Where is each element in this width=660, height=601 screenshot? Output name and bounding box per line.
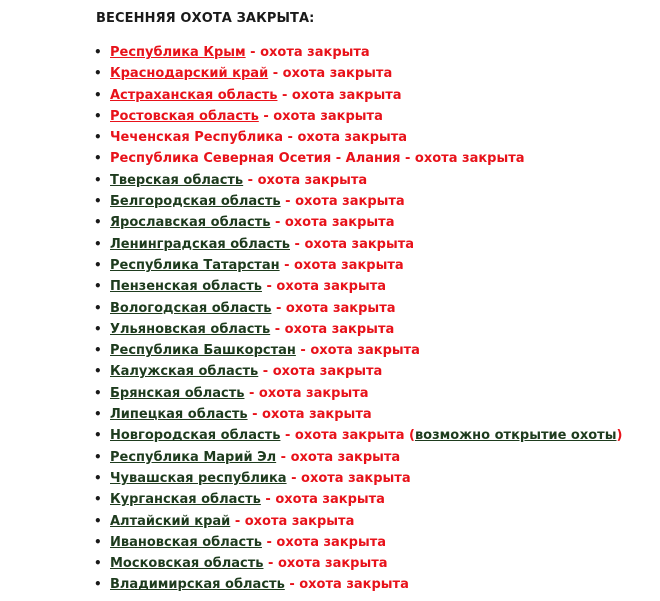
bullet-icon: • <box>94 449 102 464</box>
bullet-icon: • <box>94 385 102 400</box>
list-item <box>0 361 622 382</box>
region-link[interactable]: Вологодская область <box>110 300 272 316</box>
status-text: - охота закрыта <box>261 534 387 550</box>
status-text: - охота закрыта <box>283 130 408 146</box>
bullet-icon: • <box>94 236 102 251</box>
status-text: - охота закрыта <box>260 492 385 508</box>
region-link[interactable]: Калужская область <box>110 364 259 380</box>
status-text: - охота закрыта <box>271 300 396 316</box>
list-item <box>0 574 622 595</box>
region-link[interactable]: Владимирская область <box>110 577 285 593</box>
status-text: - охота закрыта <box>247 407 372 423</box>
region-link[interactable]: Курганская область <box>110 492 261 508</box>
region-name: Чеченская Республика <box>110 130 284 146</box>
region-link[interactable]: Новгородская область <box>110 428 281 444</box>
status-text: - охота закрыта <box>268 66 393 82</box>
bullet-icon: • <box>94 172 102 187</box>
bullet-icon: • <box>94 428 102 443</box>
bullet-icon: • <box>94 194 102 209</box>
possible-opening-link[interactable]: возможно открытие охоты <box>414 428 617 444</box>
list-item <box>0 191 622 212</box>
bullet-icon: • <box>94 300 102 315</box>
status-text: - охота закрыта <box>258 108 383 124</box>
status-text: - охота закрыта <box>280 194 405 210</box>
list-item <box>0 276 622 297</box>
bullet-icon: • <box>94 130 102 145</box>
status-text: - охота закрыта <box>270 321 395 337</box>
region-link[interactable]: Белгородская область <box>110 194 281 210</box>
list-item <box>0 383 622 404</box>
bullet-icon: • <box>94 513 102 528</box>
status-text: - охота закрыта <box>270 215 395 231</box>
status-text: - охота закрыта <box>230 513 355 529</box>
list-item <box>0 489 622 510</box>
status-text: - охота закрыта <box>261 279 387 295</box>
bullet-icon: • <box>94 45 102 59</box>
status-text: - охота закрыта ( <box>280 428 415 444</box>
status-text: - охота закрыта <box>263 556 388 572</box>
list-item <box>0 212 622 233</box>
region-link[interactable]: Республика Башкорстан <box>110 343 296 359</box>
list-item <box>0 42 622 63</box>
list-item <box>0 532 622 553</box>
list-item <box>0 298 622 319</box>
status-text: - охота закрыта <box>290 236 415 252</box>
list-item <box>0 553 622 574</box>
region-link[interactable]: Чувашская республика <box>110 470 287 486</box>
status-text: - охота закрыта <box>245 45 370 60</box>
list-item <box>0 234 622 255</box>
bullet-icon: • <box>94 215 102 230</box>
status-text: - охота закрыта <box>277 87 402 103</box>
bullet-icon: • <box>94 279 102 294</box>
status-text: - охота закрыта <box>284 577 409 593</box>
list-item <box>0 106 622 127</box>
region-link[interactable]: Ульяновская область <box>110 321 271 337</box>
bullet-icon: • <box>94 534 102 549</box>
status-text: - охота закрыта <box>243 172 368 188</box>
region-link[interactable]: Астраханская область <box>110 87 278 103</box>
list-item <box>0 148 622 169</box>
list-item <box>0 63 622 84</box>
closing-paren: ) <box>616 428 623 444</box>
region-link[interactable]: Ростовская область <box>110 108 259 124</box>
region-link[interactable]: Алтайский край <box>110 513 231 529</box>
list-item <box>0 447 622 468</box>
status-text: - охота закрыта <box>286 470 411 486</box>
list-item <box>0 319 622 340</box>
list-item <box>0 127 622 148</box>
status-text: - охота закрыта <box>295 343 420 359</box>
region-link[interactable]: Ярославская область <box>110 215 271 231</box>
status-text: - охота закрыта <box>244 385 369 401</box>
list-item <box>0 340 622 361</box>
bullet-icon: • <box>94 108 102 123</box>
list-item <box>0 85 622 106</box>
region-link[interactable]: Республика Марий Эл <box>110 449 277 465</box>
bullet-icon: • <box>94 407 102 422</box>
region-link[interactable]: Брянская область <box>110 385 245 401</box>
region-link[interactable]: Липецкая область <box>110 407 248 423</box>
status-text: - охота закрыта <box>276 449 401 465</box>
bullet-icon: • <box>94 577 102 592</box>
bullet-icon: • <box>94 470 102 485</box>
list-item <box>0 170 622 191</box>
region-link[interactable]: Ивановская область <box>110 534 262 550</box>
bullet-icon: • <box>94 66 102 81</box>
bullet-icon: • <box>94 257 102 272</box>
region-link[interactable]: Республика Татарстан <box>110 257 280 273</box>
bullet-icon: • <box>94 492 102 507</box>
list-item <box>0 404 622 425</box>
region-link[interactable]: Московская область <box>110 556 264 572</box>
list-item <box>0 468 622 489</box>
region-link[interactable]: Республика Крым <box>110 45 246 60</box>
region-link[interactable]: Тверская область <box>110 172 244 188</box>
bullet-icon: • <box>94 87 102 102</box>
region-link[interactable]: Ленинградская область <box>110 236 290 252</box>
region-name: Республика Северная Осетия - Алания <box>110 151 401 167</box>
bullet-icon: • <box>94 321 102 336</box>
bullet-icon: • <box>94 556 102 571</box>
list-item <box>0 425 622 446</box>
bullet-icon: • <box>94 364 102 379</box>
list-item <box>0 255 622 276</box>
status-text: - охота закрыта <box>279 257 404 273</box>
bullet-icon: • <box>94 151 102 166</box>
list-item <box>0 511 622 532</box>
region-link[interactable]: Краснодарский край <box>110 66 269 82</box>
page-title: ВЕСЕННЯЯ ОХОТА ЗАКРЫТА: <box>96 11 315 26</box>
region-link[interactable]: Пензенская область <box>110 279 262 295</box>
region-list <box>0 42 622 596</box>
status-text: - охота закрыта <box>258 364 383 380</box>
bullet-icon: • <box>94 343 102 358</box>
status-text: - охота закрыта <box>400 151 525 167</box>
